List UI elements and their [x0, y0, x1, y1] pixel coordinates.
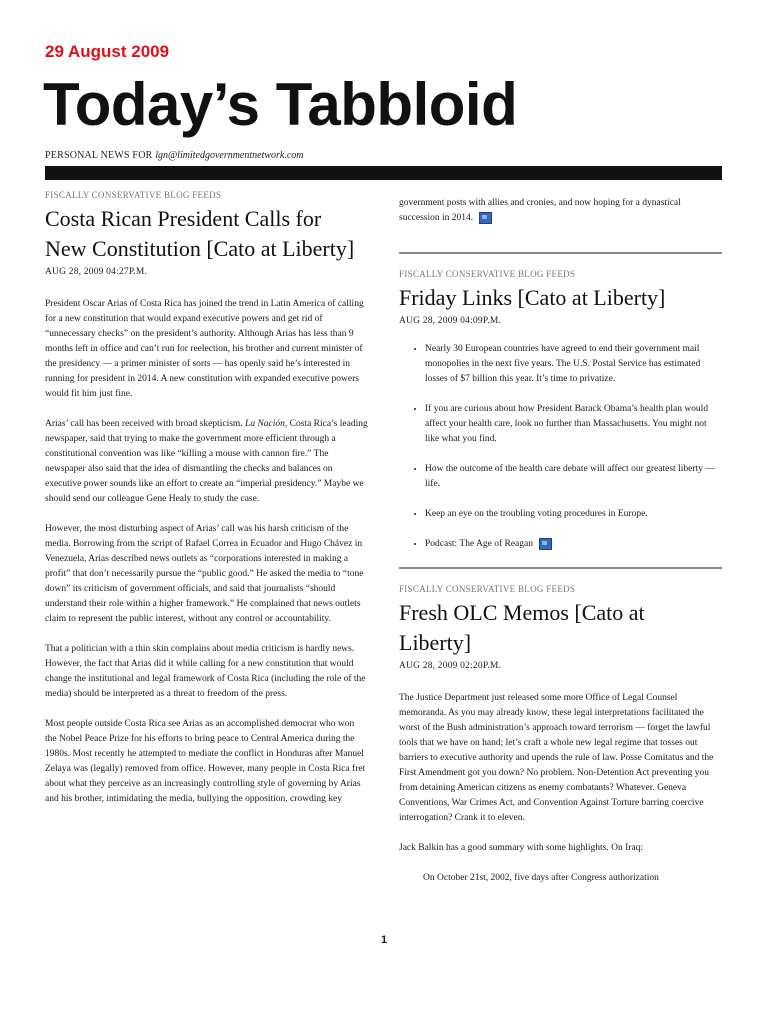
list-item[interactable]: • Podcast: The Age of Reagan — [425, 537, 722, 552]
list-item[interactable]: • If you are curious about how President Barack Obama’s health plan would affect your health care, look no further than Massachusetts. You might not like what you find. — [425, 402, 722, 447]
article-headline[interactable]: Fresh OLC Memos [Cato at Liberty] — [399, 600, 645, 655]
article-continuation: government posts with allies and cronies, and now hoping for a dynastical succession in 2014. — [399, 198, 681, 223]
article-headline[interactable]: Friday Links [Cato at Liberty] — [399, 285, 666, 310]
left-column — [45, 190, 368, 807]
article-paragraph: Arias’ call has been received with broad skepticism. La Nación, Costa Rica’s leading newspaper, said that trying to make the government more efficient through a constitutional convention was like “killing a mouse with cannon fire.” The newspaper also said that the idea of dismantling the checks and balances on executive power sounds like an effort to create an “imperial presidency.” Maybe we should send our colleague Gene Healy to study the case. — [45, 419, 368, 504]
list-item[interactable]: • Nearly 30 European countries have agreed to end their government mail monopolies in the next five years. The U.S. Postal Service has estimated losses of $7 billion this year. It’s time to privatize. — [425, 342, 722, 387]
links-list — [399, 342, 722, 552]
personal-news-line — [45, 150, 304, 161]
image-icon[interactable] — [479, 212, 492, 224]
article-timestamp: AUG 28, 2009 04:27P.M. — [45, 267, 148, 277]
feed-label: FISCALLY CONSERVATIVE BLOG FEEDS — [399, 269, 576, 279]
article-paragraph: Jack Balkin has a good summary with some highlights. On Iraq: — [399, 843, 644, 853]
block-quote: On October 21st, 2002, five days after Congress authorization — [423, 873, 659, 883]
article-paragraph: That a politician with a thin skin complains about media criticism is hardly news. However, the fact that Arias did it while calling for a new constitution that would change the institutional and legal framework of Costa Rica (including the role of the media) should be interpreted as a threat to freedom of the press. — [45, 644, 366, 699]
subscriber-email: lgn@limitedgovernmentnetwork.com — [155, 150, 304, 161]
article-paragraph: However, the most disturbing aspect of Arias’ call was his harsh criticism of the media. Borrowing from the script of Rafael Correa in Ecuador and Hugo Chávez in Venezuela, Arias described news outlets as “corporations interested in making a profit” that don’t necessarily pursue the “public good.” He asked the media to “tone down” its criticism of government officials, and said that journalists “should understand their role within a higher framework.” He complained that news outlets claim to represent the public interest, without any control or accountability. — [45, 524, 364, 624]
article-headline[interactable]: Costa Rican President Calls for New Constitution [Cato at Liberty] — [45, 206, 355, 261]
article-paragraph: Most people outside Costa Rica see Arias as an accomplished democrat who won the Nobel Peace Prize for his efforts to bring peace to Central America during the 1980s. Most recently he attempted to mediate the conflict in Honduras after Manuel Zelaya was (legally) removed from office. However, many people in Costa Rica fret about what they perceive as an increasingly controlling style of governing by Arias and his brother, intimidating the media, bullying the opposition, crowding key — [45, 719, 366, 804]
list-item[interactable]: • How the outcome of the health care debate will affect our greatest liberty — life. — [425, 462, 722, 492]
feed-label: FISCALLY CONSERVATIVE BLOG FEEDS — [45, 190, 222, 200]
article-divider — [399, 252, 722, 254]
article-paragraph: The Justice Department just released some more Office of Legal Counsel memoranda. As you may already know, these legal interpretations facilitated the worst of the Bush administration’s approach toward terrorism — forget the lawful tools that we have on hand; let’s craft a whole new legal regime that tosses out barriers to executive authority and upends the rule of law. Posse Comitatus and the First Amendment got you down? No problem. Non-Detention Act preventing you from detaining American citizens as enemy combatants? Whatever. Geneva Conventions, War Crimes Act, and Convention Against Torture barring coercive interrogation? Crank it to eleven. — [399, 693, 714, 823]
article-timestamp: AUG 28, 2009 04:09P.M. — [399, 316, 502, 326]
article-timestamp: AUG 28, 2009 02:20P.M. — [399, 661, 502, 671]
publication-title: Today’s Tabbloid — [43, 71, 518, 138]
article-paragraph: President Oscar Arias of Costa Rica has joined the trend in Latin America of calling for a new constitution that would expand executive powers and get rid of “unnecessary checks” on the president’s authority. Although Arias has less than 9 months left in office and can’t run for reelection, his brother and current minister of the presidency — a primer minister of sorts — has openly said he’s interested in running for president in 2014. A new constitution with expanded executive powers would fit him just fine. — [45, 299, 364, 399]
feed-label: FISCALLY CONSERVATIVE BLOG FEEDS — [399, 584, 576, 594]
right-column — [399, 196, 722, 886]
personal-news-prefix: PERSONAL NEWS FOR — [45, 150, 156, 161]
masthead-bar — [45, 166, 722, 180]
newspaper-name: La Nación — [245, 419, 285, 429]
list-item[interactable]: • Keep an eye on the troubling voting procedures in Europe. — [425, 507, 722, 522]
page-number: 1 — [380, 934, 388, 946]
article-divider — [399, 567, 722, 569]
issue-date: 29 August 2009 — [45, 42, 170, 61]
image-icon[interactable] — [539, 538, 552, 550]
